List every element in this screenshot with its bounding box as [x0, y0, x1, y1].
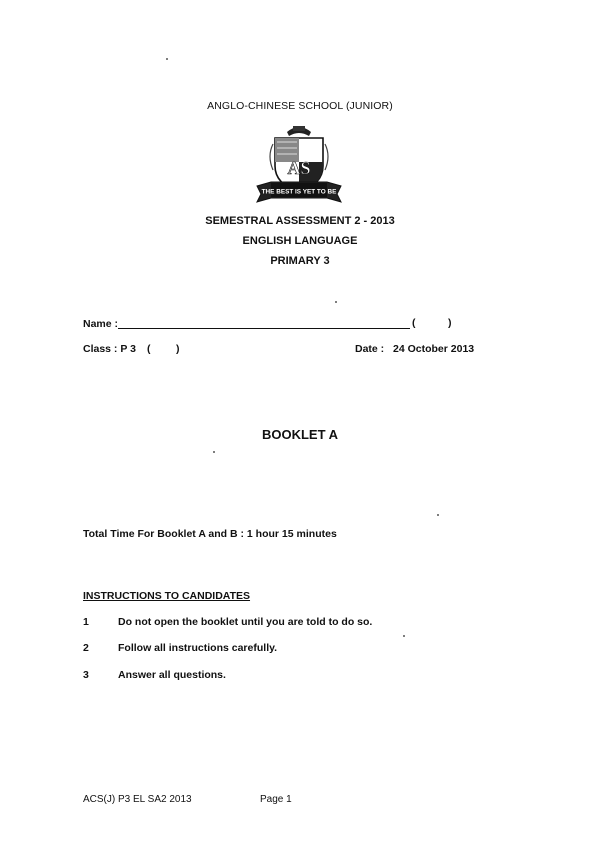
name-label: Name : [83, 318, 119, 330]
scan-speck [335, 301, 337, 303]
svg-text:THE BEST IS YET TO BE: THE BEST IS YET TO BE [261, 188, 337, 196]
footer-page-number: Page 1 [260, 794, 292, 805]
footer-paper-code: ACS(J) P3 EL SA2 2013 [83, 794, 192, 805]
total-time: Total Time For Booklet A and B : 1 hour 15 minutes [83, 528, 337, 540]
index-number-open-bracket: ( [412, 317, 416, 329]
scan-speck [166, 58, 168, 60]
instruction-number: 1 [83, 616, 89, 628]
exam-title: SEMESTRAL ASSESSMENT 2 - 2013 [205, 215, 395, 227]
school-name: ANGLO-CHINESE SCHOOL (JUNIOR) [207, 100, 393, 112]
date-label: Date : [355, 343, 385, 355]
name-field-line[interactable] [118, 328, 410, 329]
scan-speck [213, 451, 215, 453]
instruction-number: 3 [83, 669, 89, 681]
scan-speck [437, 514, 439, 516]
instruction-text: Do not open the booklet until you are told to do so. [118, 616, 373, 628]
instructions-heading: INSTRUCTIONS TO CANDIDATES [83, 590, 251, 602]
booklet-title: BOOKLET A [261, 427, 339, 442]
level-title: PRIMARY 3 [270, 255, 330, 267]
index-number-close-bracket: ) [448, 317, 452, 329]
instruction-number: 2 [83, 642, 89, 654]
class-index-close-bracket: ) [176, 343, 180, 355]
subject-title: ENGLISH LANGUAGE [242, 235, 358, 247]
instruction-text: Answer all questions. [118, 669, 226, 681]
date-value: 24 October 2013 [393, 343, 475, 355]
scan-speck [403, 635, 405, 637]
svg-text:AS: AS [287, 158, 311, 178]
school-crest-logo [253, 122, 345, 206]
class-index-open-bracket: ( [147, 343, 151, 355]
class-label: Class : P 3 [83, 343, 136, 355]
instruction-text: Follow all instructions carefully. [118, 642, 278, 654]
